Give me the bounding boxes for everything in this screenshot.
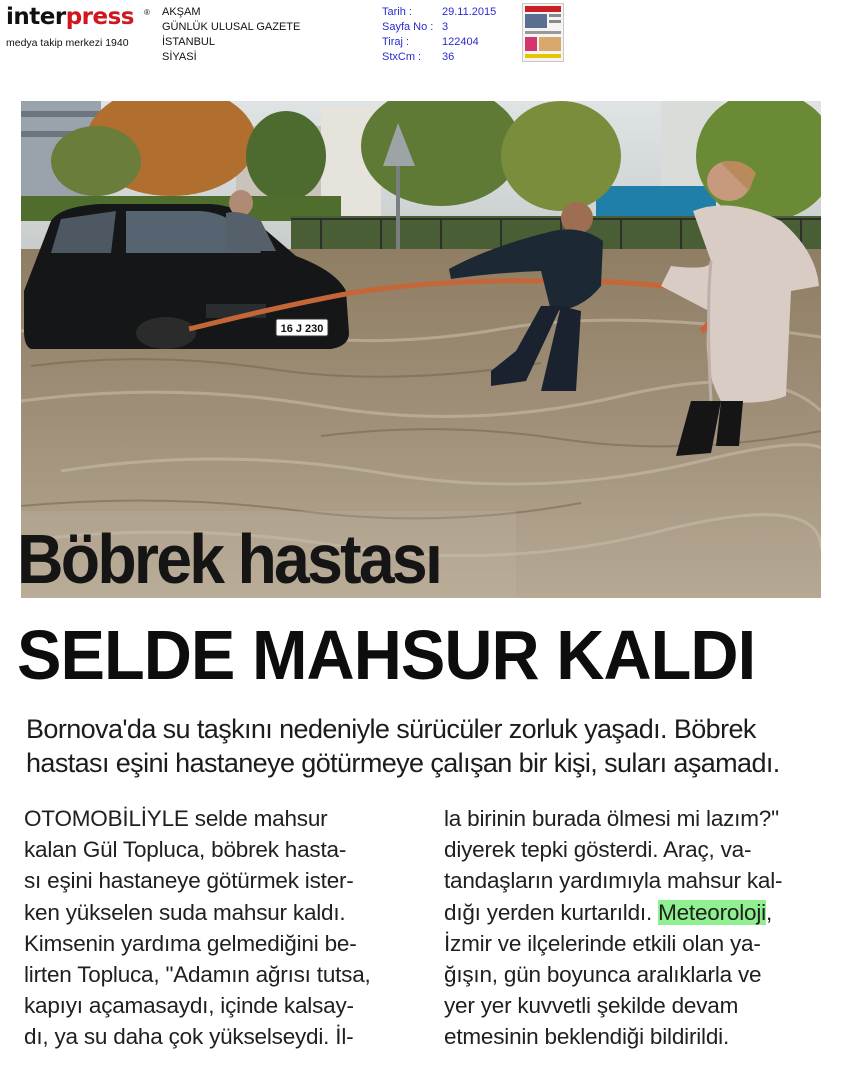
- publication-city: İSTANBUL: [162, 36, 215, 48]
- article-spot: [26, 712, 826, 780]
- clipping-meta: [382, 5, 512, 65]
- logo-wordmark-prefix: inter: [6, 4, 66, 30]
- body-line-with-highlight: [444, 897, 844, 928]
- license-plate: 16 J 230: [280, 323, 324, 335]
- spot-line: Bornova'da su taşkını nedeniyle sürücüler zorluk yaşadı. Böbrek: [26, 714, 756, 744]
- body-line: OTOMOBİLİYLE selde mahsur: [24, 806, 328, 831]
- body-line: etmesinin beklendiği bildirildi.: [444, 1024, 730, 1050]
- body-line: lirten Topluca, "Adamın ağrısı tutsa,: [24, 962, 371, 988]
- meta-row-page: [382, 20, 512, 35]
- publication-type: GÜNLÜK ULUSAL GAZETE: [162, 21, 301, 33]
- interpress-logo: [6, 5, 154, 49]
- source-info: [162, 5, 300, 65]
- body-line: sı eşini hastaneye götürmek ister-: [24, 868, 354, 894]
- body-line: dı, ya su daha çok yükselseydi. İl-: [24, 1024, 354, 1050]
- logo-wordmark: [6, 5, 134, 29]
- body-line: la birinin burada ölmesi mi lazım?": [444, 806, 779, 831]
- article-body-left: [24, 803, 424, 1053]
- article-kicker: Böbrek hastası: [17, 520, 441, 598]
- article-body-right: [444, 803, 844, 1053]
- meta-label: Tiraj :: [382, 36, 410, 48]
- highlighted-keyword: Meteoroloji: [658, 899, 766, 925]
- body-line: İzmir ve ilçelerinde etkili olan ya-: [444, 930, 761, 956]
- meta-value: 29.11.2015: [442, 6, 497, 18]
- meta-row-date: [382, 5, 512, 20]
- meta-row-stxcm: [382, 50, 512, 65]
- registered-mark: ®: [144, 8, 150, 17]
- body-line: diyerek tepki gösterdi. Araç, va-: [444, 837, 752, 863]
- body-line-part: dığı yerden kurtarıldı.: [444, 899, 653, 925]
- body-line: kalan Gül Topluca, böbrek hasta-: [24, 837, 347, 863]
- publication-name: AKŞAM: [162, 6, 201, 18]
- meta-row-circulation: [382, 35, 512, 50]
- body-line: kapıyı açamasaydı, içinde kalsay-: [24, 993, 354, 1019]
- body-line: ğışın, gün boyunca aralıklarla ve: [444, 962, 762, 988]
- newspaper-page-thumbnail[interactable]: [522, 3, 564, 62]
- meta-label: Sayfa No :: [382, 21, 434, 33]
- body-line: yer yer kuvvetli şekilde devam: [444, 993, 739, 1019]
- body-line: ken yükselen suda mahsur kaldı.: [24, 899, 346, 925]
- highlight-suffix: ,: [765, 899, 772, 925]
- logo-wordmark-accent: press: [65, 4, 134, 30]
- body-line: tandaşların yardımıyla mahsur kal-: [444, 868, 783, 894]
- meta-value: 122404: [442, 36, 479, 48]
- meta-label: Tarih :: [382, 6, 412, 18]
- meta-label: StxCm :: [382, 51, 422, 63]
- article-headline: SELDE MAHSUR KALDI: [17, 616, 756, 694]
- body-line: Kimsenin yardıma gelmediğini be-: [24, 930, 357, 956]
- spot-line: hastası eşini hastaneye götürmeye çalışan bir kişi, suları aşamadı.: [26, 748, 780, 778]
- publication-category: SİYASİ: [162, 51, 197, 63]
- meta-value: 3: [442, 21, 449, 33]
- meta-value: 36: [442, 51, 455, 63]
- logo-tagline: medya takip merkezi 1940: [6, 37, 129, 49]
